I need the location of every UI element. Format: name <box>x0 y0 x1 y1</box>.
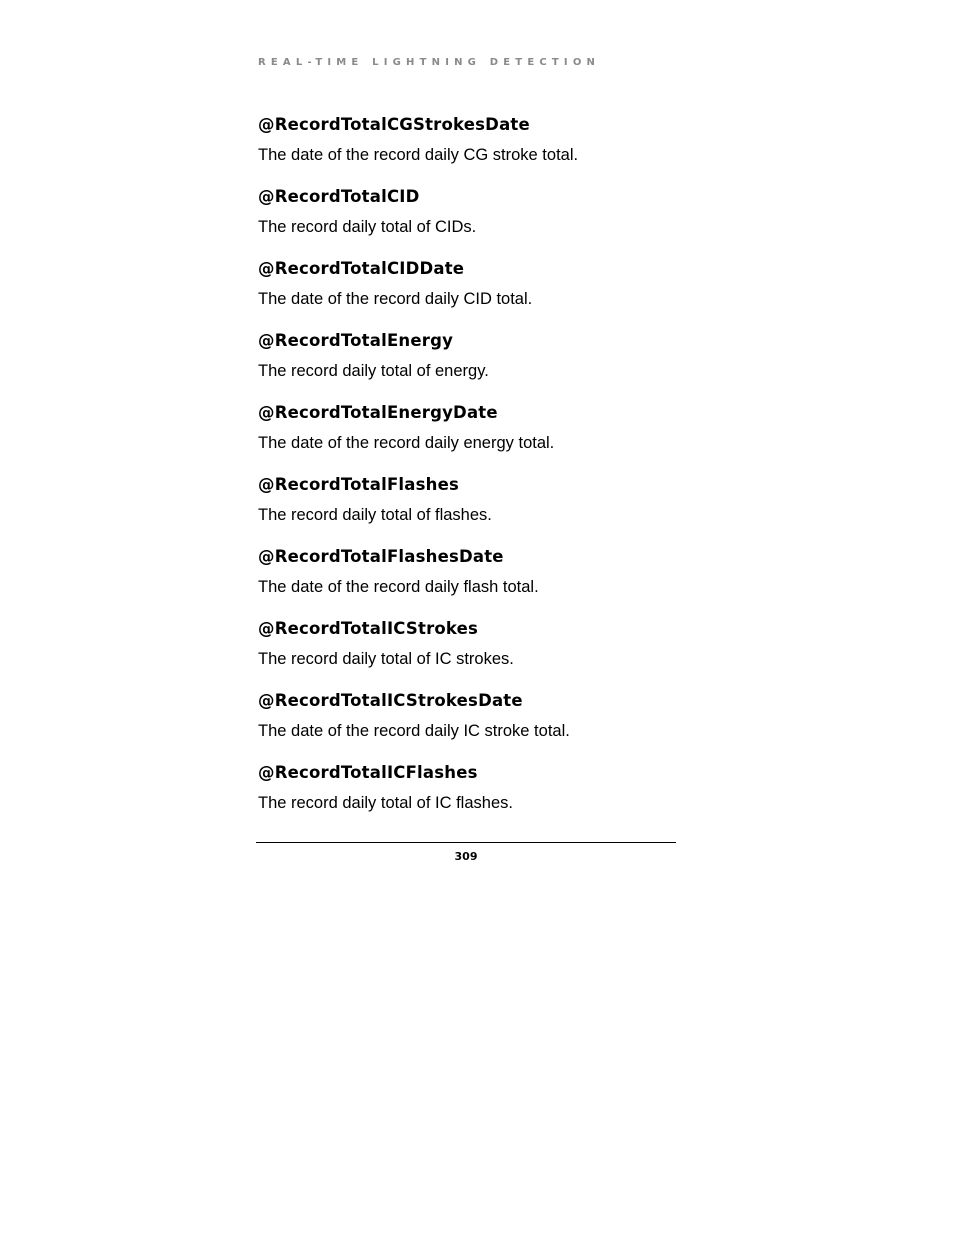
entry-description: The date of the record daily energy total. <box>258 434 555 452</box>
entry-term: @RecordTotalFlashesDate <box>258 547 504 566</box>
entry-description: The date of the record daily flash total. <box>258 578 539 596</box>
footer-divider <box>256 842 676 843</box>
entry-description: The date of the record daily IC stroke total. <box>258 722 570 740</box>
definition-entry <box>258 187 678 259</box>
definition-entry <box>258 331 678 403</box>
entry-term: @RecordTotalICStrokes <box>258 619 479 638</box>
entry-term: @RecordTotalICFlashes <box>258 763 478 782</box>
definition-entry <box>258 475 678 547</box>
definition-list <box>258 115 678 835</box>
definition-entry <box>258 763 678 835</box>
entry-description: The record daily total of CIDs. <box>258 218 477 236</box>
entry-term: @RecordTotalFlashes <box>258 475 459 494</box>
entry-term: @RecordTotalEnergy <box>258 331 454 350</box>
entry-term: @RecordTotalEnergyDate <box>258 403 498 422</box>
definition-entry <box>258 547 678 619</box>
definition-entry <box>258 691 678 763</box>
entry-description: The record daily total of flashes. <box>258 506 492 524</box>
entry-term: @RecordTotalCIDDate <box>258 259 465 278</box>
definition-entry <box>258 115 678 187</box>
definition-entry <box>258 403 678 475</box>
definition-entry <box>258 259 678 331</box>
entry-description: The record daily total of IC flashes. <box>258 794 513 812</box>
entry-description: The date of the record daily CG stroke total. <box>258 146 579 164</box>
entry-term: @RecordTotalICStrokesDate <box>258 691 523 710</box>
entry-description: The record daily total of IC strokes. <box>258 650 514 668</box>
entry-description: The date of the record daily CID total. <box>258 290 533 308</box>
running-header: REAL-TIME LIGHTNING DETECTION <box>258 57 601 68</box>
definition-entry <box>258 619 678 691</box>
entry-term: @RecordTotalCID <box>258 187 420 206</box>
entry-term: @RecordTotalCGStrokesDate <box>258 115 530 134</box>
page-number: 309 <box>454 850 478 863</box>
entry-description: The record daily total of energy. <box>258 362 489 380</box>
